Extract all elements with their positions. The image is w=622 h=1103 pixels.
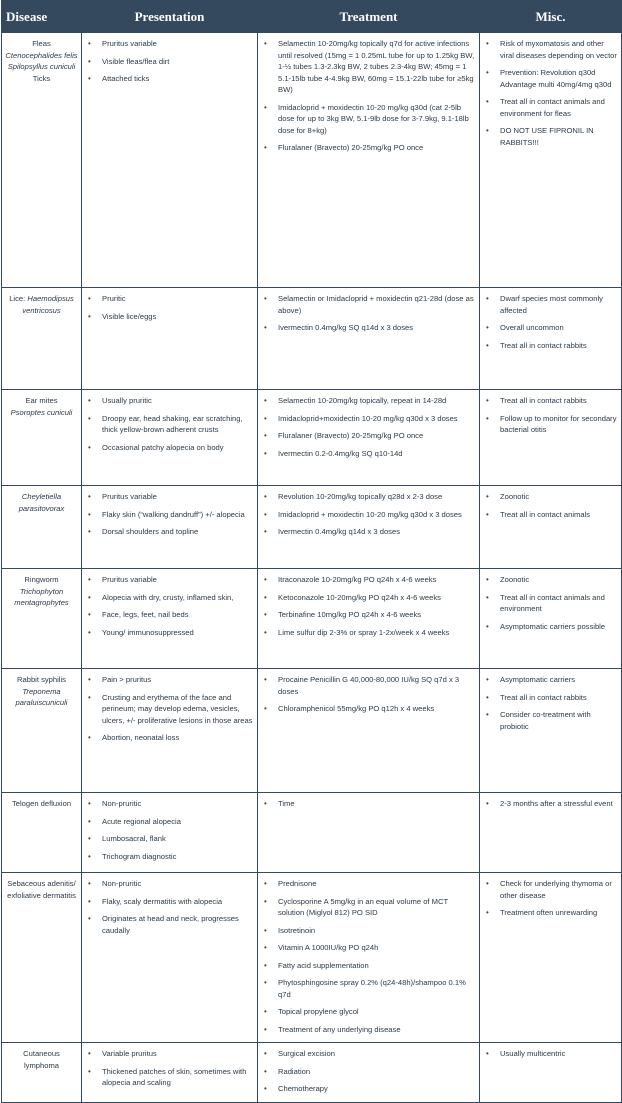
presentation-list <box>82 669 257 744</box>
treatment-cell <box>258 486 480 569</box>
disease-cell <box>2 33 82 288</box>
table-row <box>2 793 622 873</box>
presentation-cell <box>82 873 258 1043</box>
list-item: • Non-pruritic <box>102 878 253 890</box>
list-item: • Consider co-treatment with probiotic <box>500 709 617 732</box>
list-item: • Vitamin A 1000IU/kg PO q24h <box>278 942 475 954</box>
list-item: • Revolution 10-20mg/kg topically q28d x 2-3 dose <box>278 491 475 503</box>
treatment-list <box>258 873 479 1035</box>
list-item: • Follow up to monitor for secondary bacterial otitis <box>500 413 617 436</box>
presentation-cell <box>82 569 258 669</box>
list-item: • Pruritus variable <box>102 491 253 503</box>
disease-scientific-name: Ctenocephalides felis <box>5 50 78 60</box>
presentation-list <box>82 33 257 85</box>
list-item: • Imidacloprid + moxidectin 10-20 mg/kg q30d (cat 2-5lb dose for up to 3kg BW, 5.1-9lb dose for 3-7.9kg, 9.1-18lb dose for 8+kg) <box>278 102 475 137</box>
misc-cell <box>480 873 622 1043</box>
presentation-cell <box>82 486 258 569</box>
list-item: • Selamectin 10-20mg/kg topically, repeat in 14-28d <box>278 395 475 407</box>
presentation-cell <box>82 33 258 288</box>
treatment-list <box>258 569 479 638</box>
disease-name: Cutaneous lymphoma <box>23 1049 60 1070</box>
treatment-list <box>258 288 479 334</box>
list-item: • Treat all in contact rabbits <box>500 692 617 704</box>
treatment-cell <box>258 793 480 873</box>
misc-list <box>480 486 621 520</box>
disease-scientific-name: Trichophyton mentagrophytes <box>14 586 69 607</box>
treatment-list <box>258 33 479 154</box>
misc-list <box>480 390 621 436</box>
disease-scientific-name: Haemodipsus ventricosus <box>22 294 74 315</box>
list-item: • Crusting and erythema of the face and perineum; may develop edema, vesicles, ulcers, +/- proliferative lesions in those areas <box>102 692 253 727</box>
disease-scientific-name: Psoroptes cuniculi <box>10 407 73 417</box>
list-item: • Ivermectin 0.4mg/kg q14d x 3 doses <box>278 526 475 538</box>
misc-list <box>480 1043 621 1060</box>
disease-name: Rabbit syphilis <box>17 675 66 684</box>
treatment-cell <box>258 33 480 288</box>
list-item: • Ivermectin 0.2-0.4mg/kg SQ q10-14d <box>278 448 475 460</box>
list-item: • Treatment often unrewarding <box>500 907 617 919</box>
list-item: • Treat all in contact animals <box>500 509 617 521</box>
list-item: • Acute regional alopecia <box>102 816 253 828</box>
presentation-list <box>82 793 257 862</box>
presentation-list <box>82 390 257 453</box>
list-item: • Alopecia with dry, crusty, inflamed skin, <box>102 592 253 604</box>
treatment-cell <box>258 288 480 390</box>
table-row <box>2 569 622 669</box>
disease-name: Sebaceous adenitis/ exfoliative dermatitis <box>7 879 76 900</box>
presentation-list <box>82 569 257 638</box>
header-treatment: Treatment <box>258 1 480 33</box>
list-item: • Flaky, scaly dermatitis with alopecia <box>102 896 253 908</box>
list-item: • Attached ticks <box>102 73 253 85</box>
list-item: • Lumbosacral, flank <box>102 833 253 845</box>
disease-cell <box>2 1043 82 1103</box>
misc-list <box>480 288 621 351</box>
list-item: • Treat all in contact animals and environment for fleas <box>500 96 617 119</box>
list-item: • Abortion, neonatal loss <box>102 732 253 744</box>
list-item: • Dorsal shoulders and topline <box>102 526 253 538</box>
treatment-cell <box>258 669 480 793</box>
misc-cell <box>480 793 622 873</box>
disease-cell <box>2 669 82 793</box>
disease-cell <box>2 390 82 486</box>
list-item: • Treat all in contact rabbits <box>500 340 617 352</box>
table-row <box>2 288 622 390</box>
rabbit-skin-disease-table <box>1 0 622 1103</box>
list-item: • Pruritus variable <box>102 38 253 50</box>
list-item: • Thickened patches of skin, sometimes with alopecia and scaling <box>102 1066 253 1089</box>
list-item: • Chloramphenicol 55mg/kg PO q12h x 4 weeks <box>278 703 475 715</box>
disease-scientific-name: Treponema paraluiscuniculi <box>15 686 68 707</box>
disease-cell <box>2 288 82 390</box>
list-item: • Fatty acid supplementation <box>278 960 475 972</box>
disease-name: Telogen defluxion <box>11 799 72 808</box>
presentation-list <box>82 1043 257 1089</box>
header-presentation: Presentation <box>82 1 258 33</box>
treatment-cell <box>258 1043 480 1103</box>
presentation-cell <box>82 288 258 390</box>
list-item: • Treat all in contact animals and environment <box>500 592 617 615</box>
header-disease: Disease <box>2 1 82 33</box>
list-item: • Pruritus variable <box>102 574 253 586</box>
misc-cell <box>480 288 622 390</box>
treatment-list <box>258 793 479 810</box>
list-item: • Dwarf species most commonly affected <box>500 293 617 316</box>
presentation-cell <box>82 390 258 486</box>
treatment-list <box>258 390 479 459</box>
presentation-cell <box>82 793 258 873</box>
list-item: • Imidacloprid + moxidectin 10-20 mg/kg q30d x 3 doses <box>278 509 475 521</box>
misc-cell <box>480 1043 622 1103</box>
list-item: • Treatment of any underlying disease <box>278 1024 475 1036</box>
list-item: • Usually pruritic <box>102 395 253 407</box>
list-item: • Usually multicentric <box>500 1048 617 1060</box>
misc-cell <box>480 486 622 569</box>
misc-cell <box>480 669 622 793</box>
list-item: • Fluralaner (Bravecto) 20-25mg/kg PO once <box>278 142 475 154</box>
treatment-list <box>258 486 479 538</box>
disease-scientific-name: Cheyletiella parasitovorax <box>18 492 65 513</box>
disease-cell <box>2 569 82 669</box>
treatment-cell <box>258 873 480 1043</box>
list-item: • Visible fleas/flea dirt <box>102 56 253 68</box>
list-item: • Young/ immunosuppressed <box>102 627 253 639</box>
disease-name: Fleas <box>32 39 51 48</box>
misc-list <box>480 669 621 732</box>
misc-cell <box>480 33 622 288</box>
disease-scientific-name: Spilopsyllus cuniculi <box>7 62 76 71</box>
list-item: • Selamectin 10-20mg/kg topically q7d for active infections until resolved (15mg = 1 0.25mL tube for up to 1.25kg BW, 1-½ tubes 1.3-2.3kg BW, 2 tubes 2.3-4kg BW; 45mg = 1 5.1-15lb tube 4-4.9kg BW, 60mg = 15.1-22lb tube for ≥5kg BW) <box>278 38 475 96</box>
misc-list <box>480 33 621 148</box>
list-item: • Fluralaner (Bravecto) 20-25mg/kg PO once <box>278 430 475 442</box>
list-item: • Zoonotic <box>500 574 617 586</box>
list-item: • Trichogram diagnostic <box>102 851 253 863</box>
list-item: • Pain > pruritus <box>102 674 253 686</box>
list-item: • Overall uncommon <box>500 322 617 334</box>
treatment-list <box>258 1043 479 1095</box>
list-item: • Face, legs, feet, nail beds <box>102 609 253 621</box>
presentation-list <box>82 288 257 322</box>
list-item: • Visible lice/eggs <box>102 311 253 323</box>
list-item: • Cyclosporine A 5mg/kg in an equal volume of MCT solution (Miglyol 812) PO SID <box>278 896 475 919</box>
list-item: • Chemotherapy <box>278 1083 475 1095</box>
list-item: • Flaky skin (“walking dandruff”) +/- alopecia <box>102 509 253 521</box>
table-row <box>2 1043 622 1103</box>
list-item: • Originates at head and neck, progresses caudally <box>102 913 253 936</box>
list-item: • 2-3 months after a stressful event <box>500 798 617 810</box>
presentation-cell <box>82 1043 258 1103</box>
disease-name: Ear mites <box>25 396 58 405</box>
misc-list <box>480 873 621 919</box>
list-item: • Non-pruritic <box>102 798 253 810</box>
presentation-list <box>82 873 257 936</box>
disease-cell <box>2 793 82 873</box>
list-item: • Lime sulfur dip 2-3% or spray 1-2x/week x 4 weeks <box>278 627 475 639</box>
list-item: • Occasional patchy alopecia on body <box>102 442 253 454</box>
disease-cell <box>2 486 82 569</box>
presentation-cell <box>82 669 258 793</box>
list-item: • Imidacloprid+moxidectin 10-20 mg/kg q30d x 3 doses <box>278 413 475 425</box>
treatment-list <box>258 669 479 715</box>
table-row <box>2 873 622 1043</box>
list-item: • Ivermectin 0.4mg/kg SQ q14d x 3 doses <box>278 322 475 334</box>
disease-cell <box>2 873 82 1043</box>
header-misc: Misc. <box>480 1 622 33</box>
list-item: • Phytosphingosine spray 0.2% (q24-48h)/shampoo 0.1% q7d <box>278 977 475 1000</box>
list-item: • Itraconazole 10-20mg/kg PO q24h x 4-6 weeks <box>278 574 475 586</box>
table-row <box>2 33 622 288</box>
table-row <box>2 486 622 569</box>
list-item: • Surgical excision <box>278 1048 475 1060</box>
list-item: • Ketoconazole 10-20mg/kg PO q24h x 4-6 weeks <box>278 592 475 604</box>
list-item: • Risk of myxomatosis and other viral diseases depending on vector <box>500 38 617 61</box>
list-item: • Zoonotic <box>500 491 617 503</box>
list-item: • Treat all in contact rabbits <box>500 395 617 407</box>
misc-list <box>480 793 621 810</box>
disease-name: Ticks <box>32 73 51 83</box>
presentation-list <box>82 486 257 538</box>
list-item: • DO NOT USE FIPRONIL IN RABBITS!!! <box>500 125 617 148</box>
list-item: • Check for underlying thymoma or other disease <box>500 878 617 901</box>
table-body <box>2 33 622 1103</box>
list-item: • Pruritic <box>102 293 253 305</box>
treatment-cell <box>258 390 480 486</box>
list-item: • Prevention: Revolution q30d Advantage multi 40mg/4mg q30d <box>500 67 617 90</box>
misc-cell <box>480 569 622 669</box>
list-item: • Variable pruritus <box>102 1048 253 1060</box>
list-item: • Procaine Penicillin G 40,000-80,000 IU/kg SQ q7d x 3 doses <box>278 674 475 697</box>
treatment-cell <box>258 569 480 669</box>
misc-cell <box>480 390 622 486</box>
header-row <box>2 1 622 33</box>
list-item: • Radiation <box>278 1066 475 1078</box>
list-item: • Selamectin or Imidacloprid + moxidectin q21-28d (dose as above) <box>278 293 475 316</box>
misc-list <box>480 569 621 632</box>
table-row <box>2 669 622 793</box>
disease-name: Ringworm <box>24 575 59 584</box>
list-item: • Topical propylene glycol <box>278 1006 475 1018</box>
list-item: • Terbinafine 10mg/kg PO q24h x 4-6 weeks <box>278 609 475 621</box>
table-row <box>2 390 622 486</box>
list-item: • Asymptomatic carriers <box>500 674 617 686</box>
list-item: • Droopy ear, head shaking, ear scratching, thick yellow-brown adherent crusts <box>102 413 253 436</box>
list-item: • Asymptomatic carriers possible <box>500 621 617 633</box>
disease-name: Lice: <box>9 294 28 303</box>
list-item: • Time <box>278 798 475 810</box>
list-item: • Isotretinoin <box>278 925 475 937</box>
list-item: • Prednisone <box>278 878 475 890</box>
